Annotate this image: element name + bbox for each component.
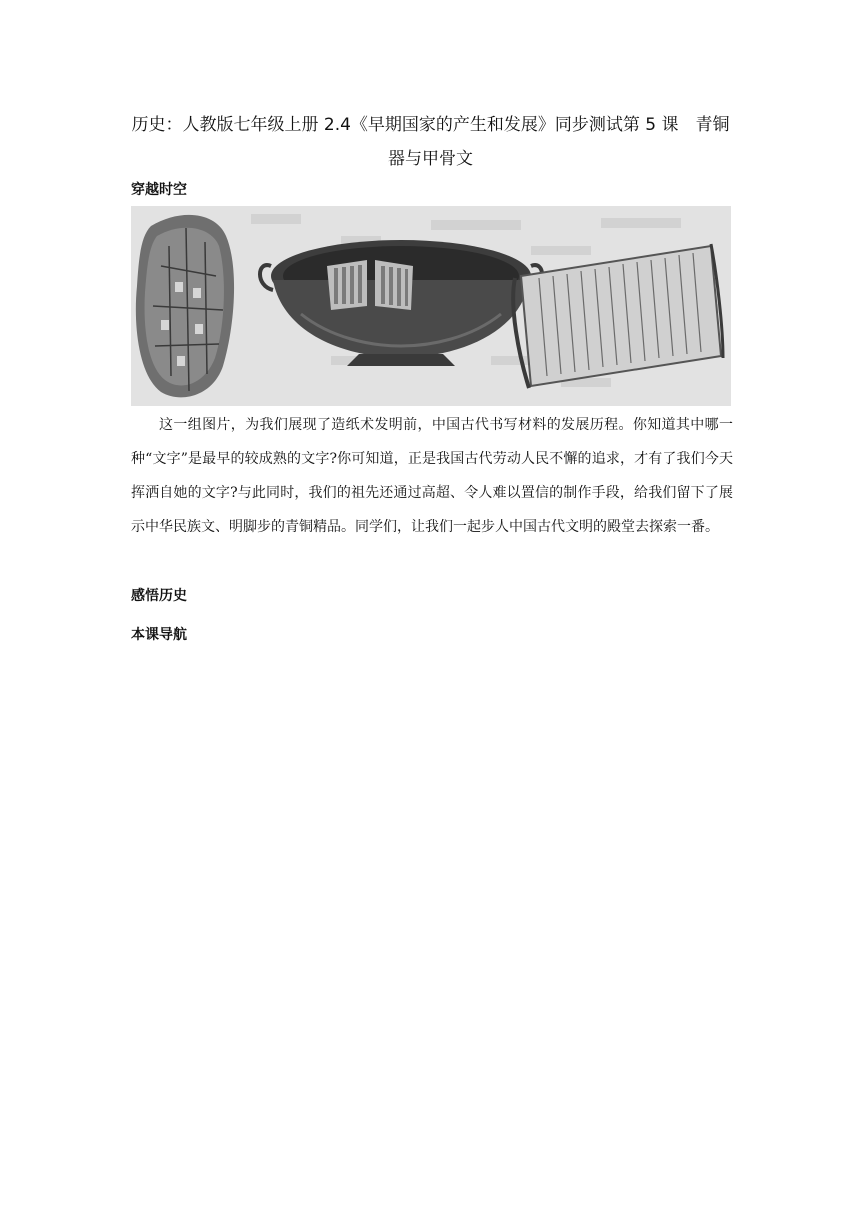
section-heading-chuanyue: 穿越时空	[131, 182, 187, 198]
section-heading-ganwu: 感悟历史	[131, 588, 187, 604]
section-heading-daohang: 本课导航	[131, 627, 187, 643]
document-title: 历史：人教版七年级上册 2.4《早期国家的产生和发展》同步测试第 5 课 青铜器与甲骨文	[131, 115, 730, 169]
intro-paragraph: 这一组图片，为我们展现了造纸术发明前，中国古代书写材料的发展历程。你知道其中哪一种“文字”是最早的较成熟的文字?你可知道，正是我国古代劳动人民不懈的追求，才有了我们今天挥洒自她的文字?与此同时，我们的祖先还通过高超、令人难以置信的制作手段，给我们留下了展示中华民族文、明脚步的青铜精品。同学们，让我们一起步人中国古代文明的殿堂去探索一番。	[131, 417, 733, 535]
writing-materials-photo	[131, 206, 731, 406]
oracle-bone-image	[136, 215, 234, 398]
